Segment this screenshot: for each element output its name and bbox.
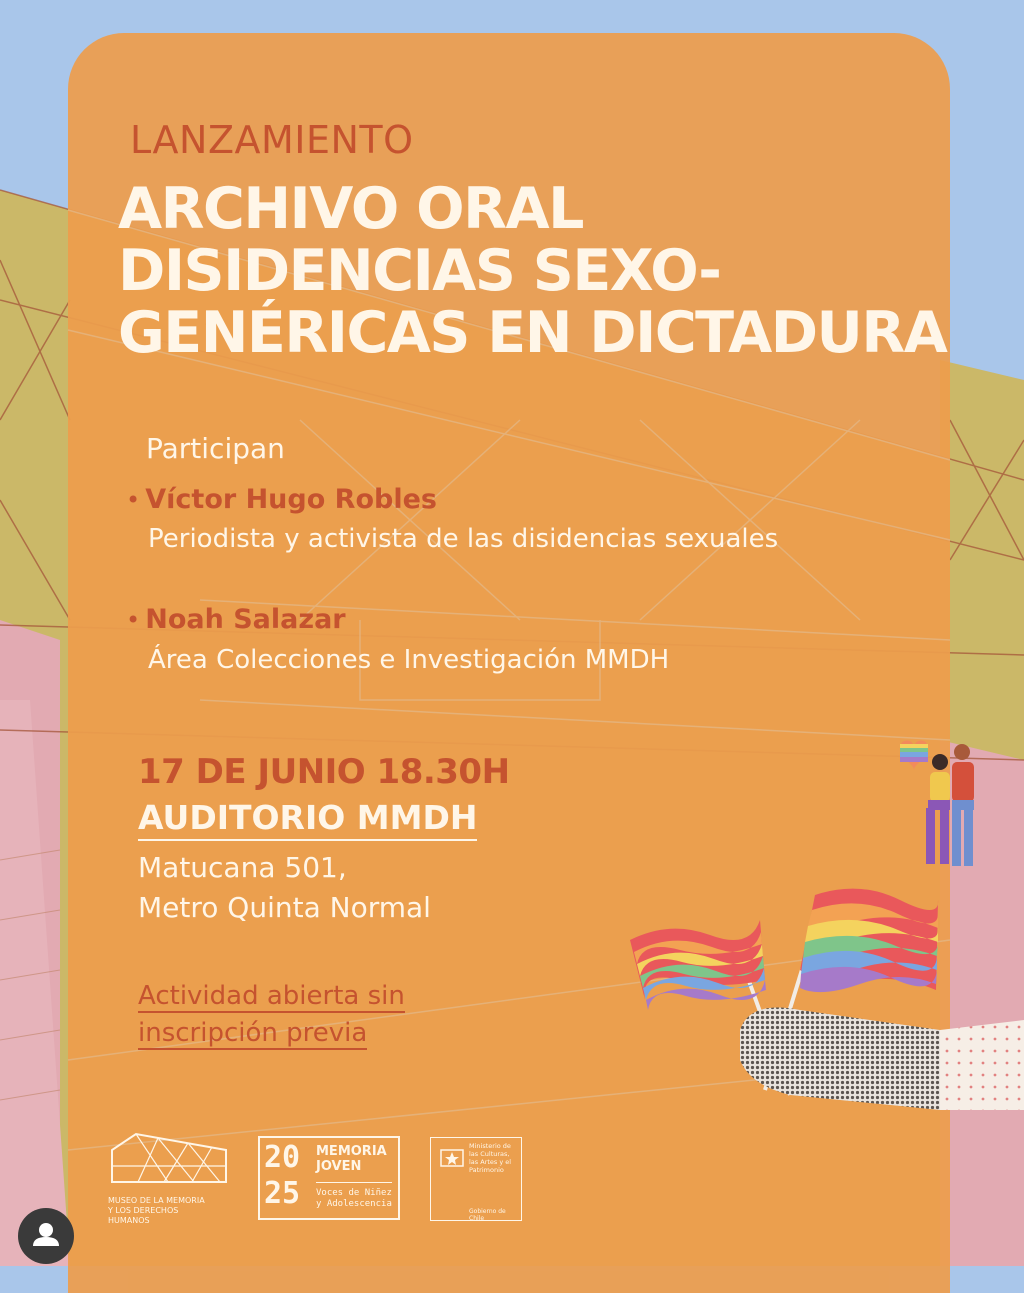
memoria-subtitle-line: y Adolescencia: [316, 1199, 392, 1209]
ministerio-logo: [430, 1137, 522, 1221]
chile-crest-icon: [437, 1144, 467, 1174]
event-venue: AUDITORIO MMDH: [138, 798, 477, 841]
address-line: Matucana 501,: [138, 851, 347, 884]
museo-memoria-logo: [108, 1130, 238, 1230]
profile-avatar-button[interactable]: [18, 1208, 74, 1264]
museo-logo-line: HUMANOS: [108, 1216, 150, 1225]
memoria-title-line: JOVEN: [316, 1159, 362, 1174]
year-top: 20: [264, 1140, 301, 1175]
rainbow-flag-icon: [630, 920, 766, 1010]
memoria-subtitle-line: Voces de Niñez: [316, 1188, 392, 1198]
ministerio-line: Ministerio de: [469, 1142, 511, 1150]
participant-name: Noah Salazar: [145, 604, 346, 635]
gobierno-label: Gobierno de Chile: [469, 1208, 506, 1222]
pride-flags-illustration: [620, 880, 1024, 1130]
participant-item: [126, 484, 437, 515]
museo-logo-line: MUSEO DE LA MEMORIA: [108, 1196, 205, 1205]
event-address: [138, 848, 431, 928]
memoria-title-line: MEMORIA: [316, 1144, 387, 1159]
participant-role: Área Colecciones e Investigación MMDH: [148, 645, 670, 675]
eyebrow-label: LANZAMIENTO: [130, 118, 414, 162]
rainbow-flag-icon: [800, 889, 938, 993]
museo-logo-line: Y LOS DERECHOS: [108, 1206, 179, 1215]
event-date-time: 17 DE JUNIO 18.30H: [138, 752, 510, 792]
participants-label: Participan: [146, 432, 285, 465]
title-line: ARCHIVO ORAL: [118, 176, 583, 242]
bullet-icon: •: [126, 606, 141, 634]
event-title: [118, 178, 946, 364]
note-line: Actividad abierta sin: [138, 981, 405, 1011]
participant-name: Víctor Hugo Robles: [145, 484, 437, 515]
ministerio-line: las Artes y el: [469, 1158, 512, 1166]
rainbow-heart-icon: [900, 741, 928, 771]
couple-illustration: [892, 730, 992, 880]
note-line: inscripción previa: [138, 1018, 368, 1048]
title-line: GENÉRICAS EN DICTADURA: [118, 300, 947, 366]
registration-note: [138, 978, 405, 1052]
bullet-icon: •: [126, 486, 141, 514]
profile-avatar-icon: [18, 1208, 74, 1264]
participant-role: Periodista y activista de las disidencias sexuales: [148, 524, 779, 554]
ministerio-line: las Culturas,: [469, 1150, 510, 1158]
year-bottom: 25: [264, 1176, 301, 1211]
address-line: Metro Quinta Normal: [138, 891, 431, 924]
title-line: DISIDENCIAS SEXO-: [118, 238, 721, 304]
participant-item: [126, 604, 346, 635]
memoria-joven-logo: [258, 1136, 400, 1220]
hand-icon: [740, 1008, 940, 1111]
museum-building-icon: [108, 1130, 230, 1186]
ministerio-line: Patrimonio: [469, 1166, 504, 1174]
